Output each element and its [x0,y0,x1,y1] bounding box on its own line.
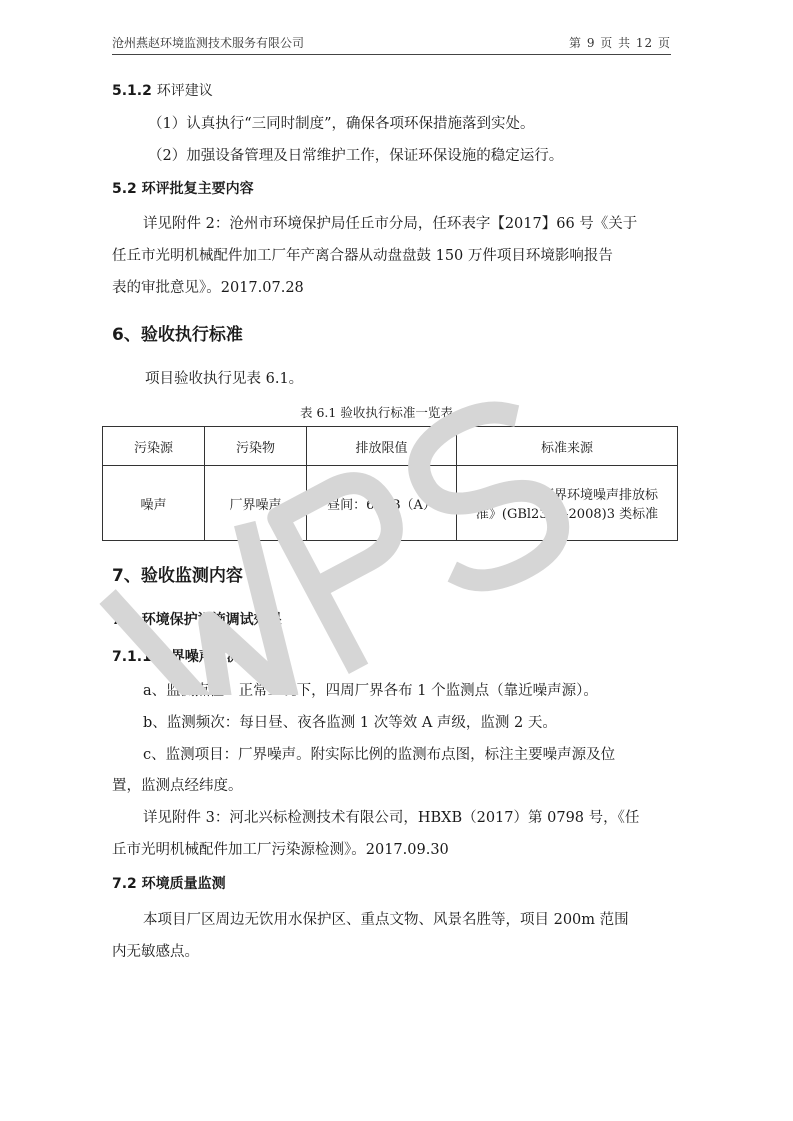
page-number: 第 9 页 共 12 页 [569,36,671,50]
approval-line-3: 表的审批意见》。2017.07.28 [112,280,304,296]
section-number: 5.1.2 [112,83,152,99]
attachment-3-line-2: 丘市光明机械配件加工厂污染源检测》。2017.09.30 [112,842,449,858]
table-cell-source: 噪声 [103,466,205,541]
attachment-3-line-1: 详见附件 3：河北兴标检测技术有限公司，HBXB（2017）第 0798 号，《任 [143,810,640,826]
table-caption: 表 6.1 验收执行标准一览表 [300,405,453,420]
page-header [112,32,671,55]
section-6-intro: 项目验收执行见表 6.1。 [145,371,304,387]
table-header-cell: 标准来源 [457,427,678,466]
table-cell-pollutant: 厂界噪声 [205,466,307,541]
section-7-2-heading: 7.2 环境质量监测 [112,876,226,892]
approval-line-1: 详见附件 2：沧州市环境保护局任丘市分局，任环表字【2017】66 号《关于 [143,216,638,232]
standards-table [102,426,678,541]
company-name: 沧州燕赵环境监测技术服务有限公司 [112,36,305,50]
suggestion-1: （1）认真执行“三同时制度”，确保各项环保措施落到实处。 [148,116,535,132]
section-7-heading: 7、验收监测内容 [112,566,243,586]
section-7-1-heading: 7.1 环境保护设施调试效果 [112,612,282,628]
section-5-2-heading: 5.2 环评批复主要内容 [112,181,254,197]
section-7-1-1-heading: 7.1.1 厂界噪声监测 [112,649,241,665]
table-header-cell: 污染物 [205,427,307,466]
quality-line-2: 内无敏感点。 [112,944,199,960]
section-6-heading: 6、验收执行标准 [112,325,243,345]
table-row [103,466,678,541]
table-cell-standard [457,466,678,541]
standard-line-1: 《工业企业厂界环境噪声排放标 [475,488,658,503]
monitor-item-line-1: c、监测项目：厂界噪声。附实际比例的监测布点图，标注主要噪声源及位 [143,747,616,763]
section-title: 环评建议 [156,83,213,99]
standard-line-2: 准》(GBl2348-2008)3 类标准 [475,507,659,522]
table-cell-limit: 昼间：65dB（A） [307,466,457,541]
monitor-item-line-2: 置，监测点经纬度。 [112,778,243,794]
monitor-point: a、监测点位：正常工况下，四周厂界各布 1 个监测点（靠近噪声源）。 [143,683,598,699]
quality-line-1: 本项目厂区周边无饮用水保护区、重点文物、风景名胜等，项目 200m 范围 [143,912,629,928]
table-header-cell: 排放限值 [307,427,457,466]
table-header-row [103,427,678,466]
section-5-1-2-heading [112,80,213,100]
table-header-cell: 污染源 [103,427,205,466]
approval-line-2: 任丘市光明机械配件加工厂年产离合器从动盘盘鼓 150 万件项目环境影响报告 [112,248,613,264]
suggestion-2: （2）加强设备管理及日常维护工作，保证环保设施的稳定运行。 [148,148,564,164]
monitor-frequency: b、监测频次：每日昼、夜各监测 1 次等效 A 声级，监测 2 天。 [143,715,557,731]
